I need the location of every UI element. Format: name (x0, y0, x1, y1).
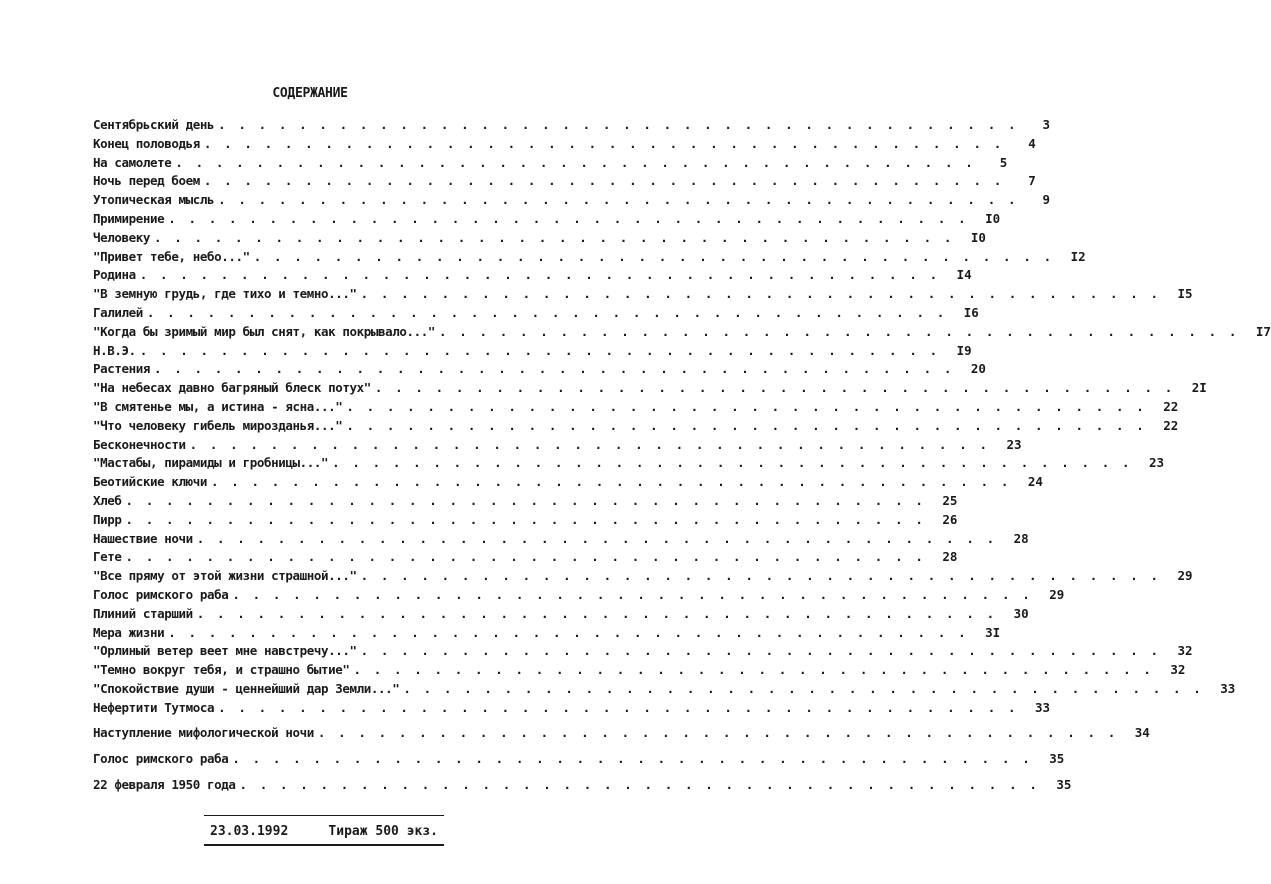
toc-entry (93, 398, 1179, 417)
toc-entry (93, 379, 1207, 398)
dot-leader: . . . . . . . . . . . . . . . . . . . . . . . . . . . . . . . . . . . . . . . . (139, 342, 940, 358)
toc-entry (93, 342, 972, 361)
toc-entry-title: Н.В.Э. (93, 342, 136, 358)
toc-entry (93, 154, 1008, 173)
toc-entry-title: Беотийские ключи (93, 474, 208, 490)
dot-leader: . . . . . . . . . . . . . . . . . . . . . . . . . . . . . . . . . . . . . . . . (189, 436, 990, 452)
toc-entry (93, 116, 1051, 135)
dot-leader: . . . . . . . . . . . . . . . . . . . . . . . . . . . . . . . . . . . . . . . . (203, 135, 1004, 151)
toc-entry-page: 29 (1049, 586, 1065, 602)
toc-entry-page: 23 (1006, 436, 1022, 452)
dot-leader: . . . . . . . . . . . . . . . . . . . . . . . . . . . . . . . . . . . . . . . . (232, 750, 1033, 766)
toc-entry-title: "Все пряму от этой жизни страшной..." (93, 568, 357, 584)
dot-leader: . . . . . . . . . . . . . . . . . . . . . . . . . . . . . . . . . . . . . . . . (175, 154, 976, 170)
toc-entry-title: 22 февраля 1950 года (93, 776, 236, 792)
toc-entry-title: "Спокойствие души - ценнейший дар Земли..." (93, 680, 400, 696)
toc-entry-page: 22 (1163, 417, 1179, 433)
toc-entry-page: 20 (970, 361, 986, 377)
dot-leader: . . . . . . . . . . . . . . . . . . . . . . . . . . . . . . . . . . . . . . . . (218, 699, 1019, 715)
toc-entry (93, 135, 1036, 154)
toc-entry-title: Мера жизни (93, 624, 165, 640)
toc-title: СОДЕРЖАНИЕ (272, 86, 348, 101)
toc-entry-title: "Орлиный ветер веет мне навстречу..." (93, 643, 357, 659)
dot-leader: . . . . . . . . . . . . . . . . . . . . . . . . . . . . . . . . . . . . . . . . (168, 624, 969, 640)
toc-entry-page: I7 (1255, 323, 1271, 339)
toc-entry (93, 492, 958, 511)
toc-entry-page: I2 (1070, 248, 1086, 264)
dot-leader: . . . . . . . . . . . . . . . . . . . . . . . . . . . . . . . . . . . . . . . . (360, 643, 1161, 659)
toc-entry (93, 511, 958, 530)
toc-entry-page: 26 (942, 511, 958, 527)
toc-entry (93, 248, 1086, 267)
dot-leader: . . . . . . . . . . . . . . . . . . . . . . . . . . . . . . . . . . . . . . . . (154, 361, 954, 377)
toc-entry (93, 748, 1065, 770)
dot-leader: . . . . . . . . . . . . . . . . . . . . . . . . . . . . . . . . . . . . . . . . (239, 776, 1040, 792)
toc-entry-page: 33 (1220, 680, 1236, 696)
toc-entry-page: I6 (963, 304, 979, 320)
toc-entry-title: Наступление мифологической ночи (93, 724, 314, 740)
toc-entry-page: 33 (1035, 699, 1051, 715)
toc-entry-title: Ночь перед боем (93, 173, 200, 189)
toc-entry (93, 548, 958, 567)
dot-leader: . . . . . . . . . . . . . . . . . . . . . . . . . . . . . . . . . . . . . . . . (346, 417, 1147, 433)
toc-entry-title: Бесконечности (93, 436, 186, 452)
dot-leader: . . . . . . . . . . . . . . . . . . . . . . . . . . . . . . . . . . . . . . . . (125, 549, 926, 565)
toc-entry-page: 29 (1177, 568, 1193, 584)
toc-entry-page: 28 (1013, 530, 1029, 546)
toc-entry-page: 7 (1028, 173, 1036, 189)
table-of-contents (93, 116, 1271, 796)
toc-entry-title: Голос римского раба (93, 750, 229, 766)
toc-entry (93, 699, 1051, 718)
dot-leader: . . . . . . . . . . . . . . . . . . . . . . . . . . . . . . . . . . . . . . . . (196, 530, 997, 546)
dot-leader: . . . . . . . . . . . . . . . . . . . . . . . . . . . . . . . . . . . . . . . . (146, 304, 947, 320)
dot-leader: . . . . . . . . . . . . . . . . . . . . . . . . . . . . . . . . . . . . . . . . (253, 248, 1054, 264)
dot-leader: . . . . . . . . . . . . . . . . . . . . . . . . . . . . . . . . . . . . . . . . (125, 492, 926, 508)
toc-entry (93, 417, 1179, 436)
dot-leader: . . . . . . . . . . . . . . . . . . . . . . . . . . . . . . . . . . . . . . . . (317, 724, 1118, 740)
toc-entry-title: Хлеб (93, 492, 122, 508)
toc-entry-title: Пирр (93, 511, 122, 527)
toc-entry-title: Нефертити Тутмоса (93, 699, 215, 715)
toc-entry-title: "Привет тебе, небо..." (93, 248, 250, 264)
toc-entry (93, 360, 986, 379)
toc-entry-page: 32 (1177, 643, 1193, 659)
toc-entry (93, 473, 1043, 492)
dot-leader: . . . . . . . . . . . . . . . . . . . . . . . . . . . . . . . . . . . . . . . . (403, 680, 1204, 696)
toc-entry (93, 454, 1165, 473)
toc-entry (93, 172, 1036, 191)
toc-entry-title: Плиний старший (93, 605, 193, 621)
toc-entry-title: Примирение (93, 210, 165, 226)
dot-leader: . . . . . . . . . . . . . . . . . . . . . . . . . . . . . . . . . . . . . . . . (218, 117, 1019, 132)
toc-entry (93, 285, 1193, 304)
toc-entry (93, 304, 979, 323)
dot-leader: . . . . . . . . . . . . . . . . . . . . . . . . . . . . . . . . . . . . . . . . (125, 511, 926, 527)
toc-entry (93, 567, 1193, 586)
dot-leader: . . . . . . . . . . . . . . . . . . . . . . . . . . . . . . . . . . . . . . . . (360, 286, 1161, 302)
toc-entry-title: "В смятенье мы, а истина - ясна..." (93, 398, 343, 414)
imprint-footer (204, 815, 444, 846)
toc-entry-page: 24 (1027, 474, 1043, 490)
toc-entry-page: 23 (1149, 455, 1165, 471)
toc-entry-page: 28 (942, 549, 958, 565)
toc-entry-title: Гете (93, 549, 122, 565)
toc-entry-title: Человеку (93, 229, 151, 245)
toc-entry (93, 323, 1271, 342)
dot-leader: . . . . . . . . . . . . . . . . . . . . . . . . . . . . . . . . . . . . . . . . (196, 605, 997, 621)
toc-entry-title: На самолете (93, 154, 172, 170)
dot-leader: . . . . . . . . . . . . . . . . . . . . . . . . . . . . . . . . . . . . . . . . (360, 568, 1161, 584)
toc-entry-page: 4 (1028, 135, 1036, 151)
toc-entry-page: I0 (985, 210, 1001, 226)
toc-entry-title: Нашествие ночи (93, 530, 193, 546)
toc-entry (93, 661, 1186, 680)
toc-entry (93, 210, 1001, 229)
toc-entry-page: 3I (985, 624, 1001, 640)
toc-entry-page: 9 (1042, 192, 1051, 208)
dot-leader: . . . . . . . . . . . . . . . . . . . . . . . . . . . . . . . . . . . . . . . . (439, 323, 1239, 339)
toc-entry-title: "В земную грудь, где тихо и темно..." (93, 286, 357, 302)
dot-leader: . . . . . . . . . . . . . . . . . . . . . . . . . . . . . . . . . . . . . . . . (139, 267, 940, 283)
dot-leader: . . . . . . . . . . . . . . . . . . . . . . . . . . . . . . . . . . . . . . . . (346, 398, 1147, 414)
toc-entry (93, 774, 1072, 796)
toc-entry-page: 5 (999, 154, 1008, 170)
dot-leader: . . . . . . . . . . . . . . . . . . . . . . . . . . . . . . . . . . . . . . . . (154, 229, 954, 245)
toc-entry-title: "Темно вокруг тебя, и страшно бытие" (93, 662, 350, 678)
dot-leader: . . . . . . . . . . . . . . . . . . . . . . . . . . . . . . . . . . . . . . . . (203, 173, 1004, 189)
toc-entry-title: Родина (93, 267, 136, 283)
toc-entry-title: "Когда бы зримый мир был снят, как покрывало..." (93, 323, 436, 339)
dot-leader: . . . . . . . . . . . . . . . . . . . . . . . . . . . . . . . . . . . . . . . . (211, 474, 1011, 490)
toc-entry-title: Растения (93, 361, 151, 377)
toc-entry (93, 191, 1051, 210)
toc-entry-page: 34 (1134, 724, 1150, 740)
toc-entry-page: 25 (942, 492, 958, 508)
toc-entry-title: Галилей (93, 304, 143, 320)
toc-entry-title: Утопическая мысль (93, 192, 215, 208)
toc-entry-page: 32 (1170, 662, 1186, 678)
toc-entry-page: 35 (1056, 776, 1072, 792)
toc-entry-page: I5 (1177, 286, 1193, 302)
toc-entry-title: Сентябрьский день (93, 117, 215, 132)
toc-entry-title: "Что человеку гибель мирозданья..." (93, 417, 343, 433)
toc-entry-title: "Мастабы, пирамиды и гробницы..." (93, 455, 329, 471)
toc-entry-page: 35 (1049, 750, 1065, 766)
toc-entry-page: 2I (1191, 380, 1207, 396)
toc-entry-title: Голос римского раба (93, 586, 229, 602)
toc-entry-title: Конец половодья (93, 135, 200, 151)
toc-entry (93, 642, 1193, 661)
dot-leader: . . . . . . . . . . . . . . . . . . . . . . . . . . . . . . . . . . . . . . . . (232, 586, 1033, 602)
toc-entry (93, 530, 1029, 549)
toc-entry (93, 436, 1022, 455)
toc-entry-page: 3 (1042, 117, 1051, 132)
print-date: 23.03.1992 (210, 824, 289, 839)
print-run: Тираж 500 экз. (328, 824, 438, 839)
dot-leader: . . . . . . . . . . . . . . . . . . . . . . . . . . . . . . . . . . . . . . . . (218, 192, 1019, 208)
toc-entry-page: I0 (970, 229, 986, 245)
toc-entry-title: "На небесах давно багряный блеск потух" (93, 380, 371, 396)
toc-entry-page: 22 (1163, 398, 1179, 414)
dot-leader: . . . . . . . . . . . . . . . . . . . . . . . . . . . . . . . . . . . . . . . . (168, 210, 969, 226)
toc-entry (93, 229, 986, 248)
dot-leader: . . . . . . . . . . . . . . . . . . . . . . . . . . . . . . . . . . . . . . . . (332, 455, 1133, 471)
toc-entry (93, 680, 1236, 699)
dot-leader: . . . . . . . . . . . . . . . . . . . . . . . . . . . . . . . . . . . . . . . . (353, 662, 1154, 678)
toc-entry (93, 605, 1029, 624)
toc-entry (93, 624, 1001, 643)
toc-entry-page: I9 (956, 342, 972, 358)
dot-leader: . . . . . . . . . . . . . . . . . . . . . . . . . . . . . . . . . . . . . . . . (374, 380, 1175, 396)
toc-entry-page: 30 (1013, 605, 1029, 621)
toc-entry (93, 722, 1150, 744)
toc-entry (93, 586, 1065, 605)
toc-entry (93, 266, 972, 285)
toc-entry-page: I4 (956, 267, 972, 283)
